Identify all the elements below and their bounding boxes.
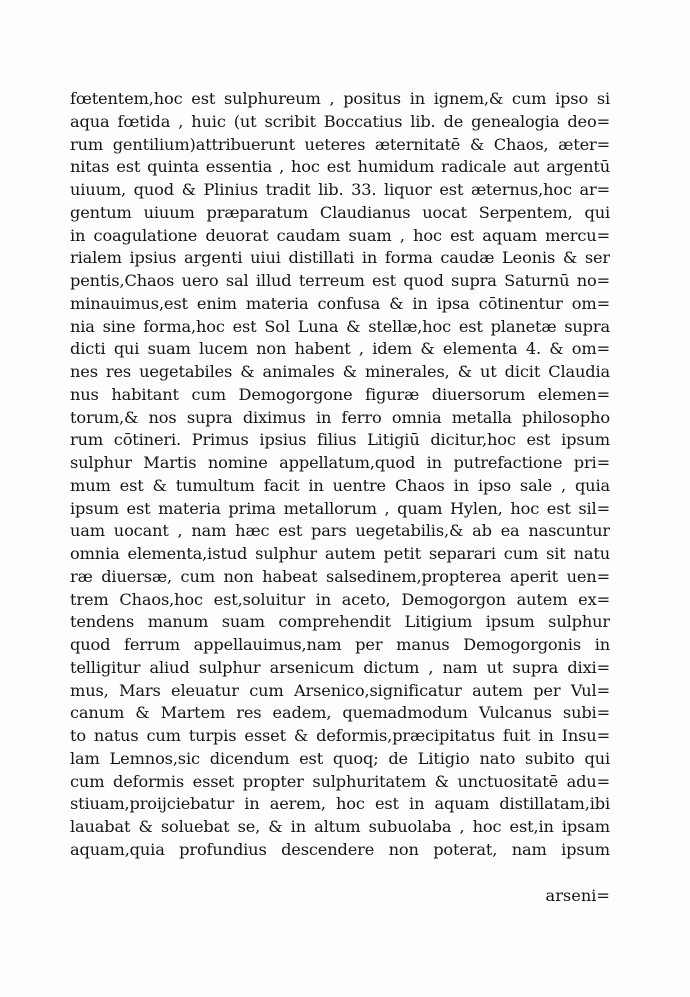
text-line-24: tendens manum suam comprehendit Litigium ipsum sulphur [70,612,610,632]
text-line-28: canum & Martem res eadem, quemadmodum Vulcanus subi= [70,703,610,723]
text-line-3: rum gentilium)attribuerunt ueteres æternitatē & Chaos, æter= [70,134,610,154]
text-line-15: torum,& nos supra diximus in ferro omnia metalla philosopho [70,407,610,427]
text-line-32: stiuam,proijciebatur in aerem, hoc est in aquam distillatam,ibi [70,794,610,814]
text-line-6: gentum uiuum præparatum Claudianus uocat Serpentem, qui [70,202,610,222]
body-text [70,88,610,862]
text-line-11: nia sine forma,hoc est Sol Luna & stellæ,hoc est planetæ supra [70,316,610,336]
text-line-18: mum est & tumultum facit in uentre Chaos in ipso sale , quia [70,475,610,495]
text-line-2: aqua fœtida , huic (ut scribit Boccatius lib. de genealogia deo= [70,111,610,131]
text-line-27: mus, Mars eleuatur cum Arsenico,significatur autem per Vul= [70,680,610,700]
text-line-16: rum cōtineri. Primus ipsius filius Litigiū dicitur,hoc est ipsum [70,430,610,450]
text-line-23: trem Chaos,hoc est,soluitur in aceto, Demogorgon autem ex= [70,589,610,609]
text-line-1: fœtentem,hoc est sulphureum , positus in ignem,& cum ipso si [70,89,610,108]
text-line-19: ipsum est materia prima metallorum , quam Hylen, hoc est sil= [70,498,610,518]
text-line-26: telligitur aliud sulphur arsenicum dictum , nam ut supra dixi= [70,657,610,677]
text-line-20: uam uocant , nam hæc est pars uegetabilis,& ab ea nascuntur [70,521,610,541]
text-line-7: in coagulatione deuorat caudam suam , hoc est aquam mercu= [70,225,610,245]
text-line-5: uiuum, quod & Plinius tradit lib. 33. liquor est æternus,hoc ar= [70,180,610,199]
catchword: arseni= [545,886,610,905]
text-line-30: lam Lemnos,sic dicendum est quoq; de Litigio nato subito qui [70,748,610,768]
text-line-4: nitas est quinta essentia , hoc est humidum radicale aut argentū [70,157,610,177]
text-line-9: pentis,Chaos uero sal illud terreum est quod supra Saturnū no= [70,271,610,290]
text-line-29: to natus cum turpis esset & deformis,præcipitatus fuit in Insu= [70,726,610,745]
text-line-17: sulphur Martis nomine appellatum,quod in putrefactione pri= [70,453,610,472]
text-line-31: cum deformis esset propter sulphuritatem & unctuositatē adu= [70,771,610,791]
text-line-8: rialem ipsius argenti uiui distillati in forma caudæ Leonis & ser [70,248,610,268]
text-line-14: nus habitant cum Demogorgone figuræ diuersorum elemen= [70,384,610,404]
text-line-10: minauimus,est enim materia confusa & in ipsa cōtinentur om= [70,293,610,313]
text-line-33: lauabat & soluebat se, & in altum subuolaba , hoc est,in ipsam [70,817,610,836]
text-line-12: dicti qui suam lucem non habent , idem & elementa 4. & om= [70,339,610,359]
text-line-13: nes res uegetabiles & animales & minerales, & ut dicit Claudia [70,362,610,381]
text-line-25: quod ferrum appellauimus,nam per manus Demogorgonis in [70,635,610,654]
text-line-34: aquam,quia profundius descendere non poterat, nam ipsum [70,839,610,859]
text-line-21: omnia elementa,istud sulphur autem petit separari cum sit natu [70,544,610,563]
text-line-22: ræ diuersæ, cum non habeat salsedinem,propterea aperit uen= [70,566,610,586]
